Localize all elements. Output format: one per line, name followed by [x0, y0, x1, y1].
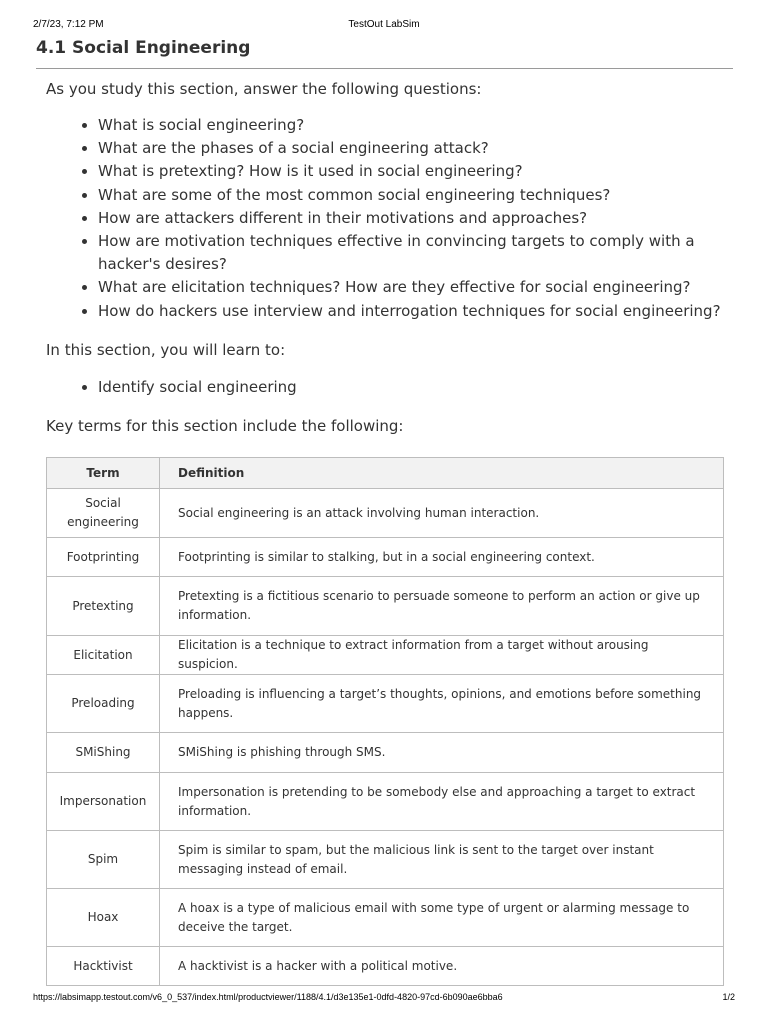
table-row: [47, 577, 724, 636]
term-cell: Pretexting: [47, 577, 160, 636]
definition-cell: Impersonation is pretending to be somebody else and approaching a target to extract information.: [160, 773, 724, 831]
term-cell: Preloading: [47, 675, 160, 733]
definition-column-header: Definition: [160, 458, 724, 489]
print-header: [0, 19, 768, 33]
questions-list: [46, 114, 726, 323]
term-cell: Footprinting: [47, 538, 160, 577]
table-row: [47, 831, 724, 889]
term-cell: Social engineering: [47, 489, 160, 538]
definition-cell: Spim is similar to spam, but the malicious link is sent to the target over instant messaging instead of email.: [160, 831, 724, 889]
page-title: 4.1 Social Engineering: [36, 38, 251, 58]
term-cell: Hoax: [47, 889, 160, 947]
questions-intro: As you study this section, answer the following questions:: [46, 80, 482, 98]
question-item: • What is pretexting? How is it used in social engineering?: [98, 160, 726, 183]
definition-cell: Social engineering is an attack involving human interaction.: [160, 489, 724, 538]
table-row: [47, 636, 724, 675]
table-row: [47, 733, 724, 773]
question-item: • What are some of the most common social engineering techniques?: [98, 184, 726, 207]
question-item: • What is social engineering?: [98, 114, 726, 137]
definition-cell: Footprinting is similar to stalking, but in a social engineering context.: [160, 538, 724, 577]
definition-cell: Pretexting is a fictitious scenario to persuade someone to perform an action or give up information.: [160, 577, 724, 636]
definition-cell: Elicitation is a technique to extract information from a target without arousing suspicion.: [160, 636, 724, 675]
table-row: [47, 947, 724, 986]
term-cell: SMiShing: [47, 733, 160, 773]
print-footer: [0, 992, 768, 1006]
print-date: 2/7/23, 7:12 PM: [33, 19, 104, 30]
key-terms-table: [46, 457, 724, 986]
definition-cell: SMiShing is phishing through SMS.: [160, 733, 724, 773]
definition-cell: A hoax is a type of malicious email with some type of urgent or alarming message to deceive the target.: [160, 889, 724, 947]
table-row: [47, 489, 724, 538]
title-divider: [36, 68, 733, 69]
page-url: https://labsimapp.testout.com/v6_0_537/index.html/productviewer/1188/4.1/d3e135e1-0dfd-4820-97cd-6b090ae6bba6: [33, 992, 503, 1002]
key-terms-intro: Key terms for this section include the following:: [46, 417, 404, 436]
section-content: [46, 78, 726, 438]
page-number: 1/2: [722, 992, 735, 1002]
definition-cell: Preloading is influencing a target’s thoughts, opinions, and emotions before something happens.: [160, 675, 724, 733]
question-item: • What are the phases of a social engineering attack?: [98, 137, 726, 160]
table-row: [47, 889, 724, 947]
learn-list: [46, 376, 726, 399]
print-site-title: TestOut LabSim: [348, 19, 420, 30]
question-item: • How are motivation techniques effective in convincing targets to comply with a hacker's desires?: [98, 230, 726, 276]
table-row: [47, 538, 724, 577]
term-cell: Elicitation: [47, 636, 160, 675]
term-cell: Spim: [47, 831, 160, 889]
table-row: [47, 675, 724, 733]
term-cell: Impersonation: [47, 773, 160, 831]
table-header-row: [47, 458, 724, 489]
question-item: • How are attackers different in their motivations and approaches?: [98, 207, 726, 230]
learn-item: • Identify social engineering: [98, 376, 726, 399]
definition-cell: A hacktivist is a hacker with a political motive.: [160, 947, 724, 986]
question-item: • How do hackers use interview and interrogation techniques for social engineering?: [98, 300, 726, 323]
table-row: [47, 773, 724, 831]
term-cell: Hacktivist: [47, 947, 160, 986]
question-item: • What are elicitation techniques? How are they effective for social engineering?: [98, 276, 726, 299]
term-column-header: Term: [47, 458, 160, 489]
learn-intro: In this section, you will learn to:: [46, 340, 286, 359]
